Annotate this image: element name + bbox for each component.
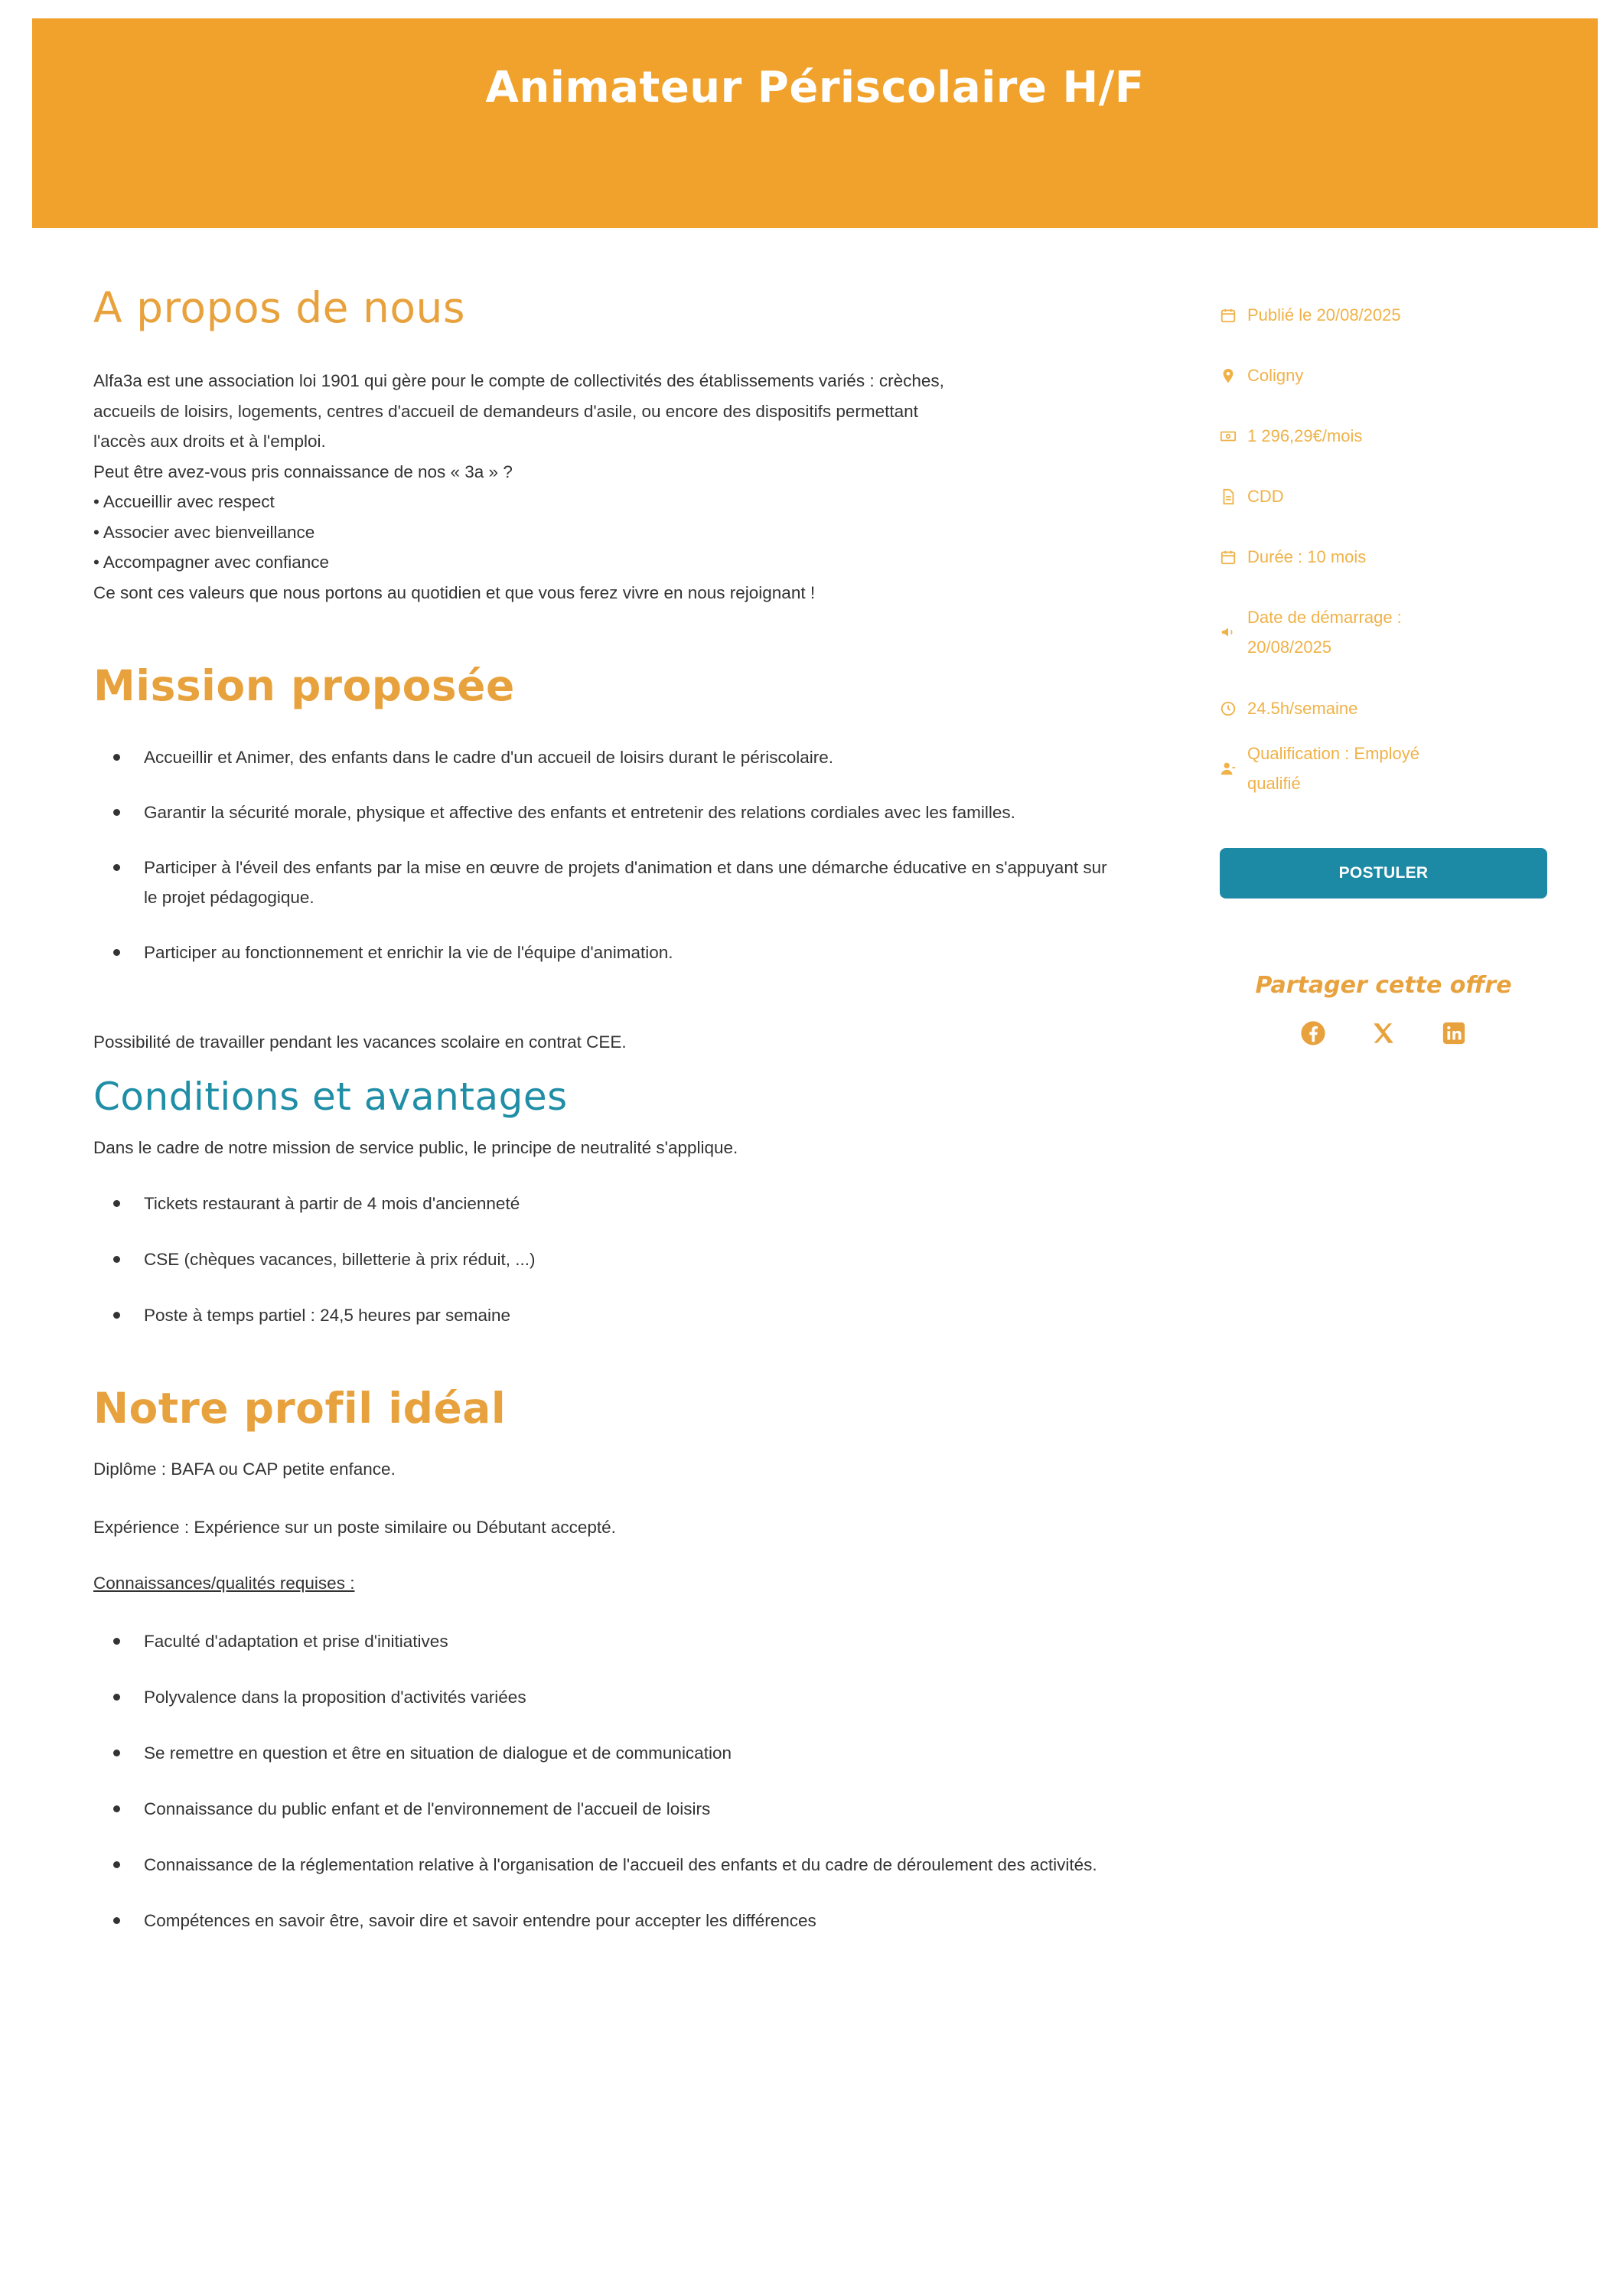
conditions-title: Conditions et avantages — [93, 1074, 568, 1119]
profile-experience: Expérience : Expérience sur un poste similaire ou Débutant accepté. — [93, 1517, 616, 1537]
list-item: Polyvalence dans la proposition d'activités variées — [93, 1682, 1119, 1712]
about-line: l'accès aux droits et à l'emploi. — [93, 432, 326, 451]
about-line: • Accompagner avec confiance — [93, 553, 330, 572]
meta-location — [1220, 360, 1549, 390]
duration-text: Durée : 10 mois — [1247, 547, 1367, 566]
main-content — [93, 283, 1119, 1936]
user-icon — [1220, 760, 1247, 777]
banknote-icon — [1220, 428, 1247, 445]
list-item: Connaissance du public enfant et de l'environnement de l'accueil de loisirs — [93, 1794, 1119, 1824]
job-title: Animateur Périscolaire H/F — [485, 63, 1145, 113]
clock-icon — [1220, 700, 1247, 717]
start-date-label: Date de démarrage : — [1247, 608, 1402, 627]
list-item: Connaissance de la réglementation relative à l'organisation de l'accueil des enfants et du cadre de déroulement des activités. — [93, 1850, 1119, 1880]
list-item: Participer à l'éveil des enfants par la mise en œuvre de projets d'animation et dans une démarche éducative en s'appuyant sur le projet pédagogique. — [93, 853, 1119, 912]
qualification-text — [1247, 739, 1549, 798]
about-line: Ce sont ces valeurs que nous portons au quotidien et que vous ferez vivre en nous rejoignant ! — [93, 582, 816, 602]
about-line: Peut être avez-vous pris connaissance de nos « 3a » ? — [93, 461, 513, 481]
mission-note: Possibilité de travailler pendant les vacances scolaire en contrat CEE. — [93, 1032, 627, 1052]
contract-type: CDD — [1247, 487, 1284, 506]
profile-title: Notre profil idéal — [93, 1384, 507, 1433]
share-title: Partager cette offre — [1255, 972, 1512, 999]
salary-text: 1 296,29€/mois — [1247, 426, 1363, 445]
linkedin-icon[interactable] — [1440, 1019, 1468, 1047]
calendar-icon — [1220, 307, 1247, 324]
location-pin-icon — [1220, 367, 1247, 384]
calendar-icon — [1220, 549, 1247, 566]
apply-button[interactable]: POSTULER — [1220, 848, 1547, 899]
skills-list — [93, 1626, 1119, 1936]
mission-title: Mission proposée — [93, 661, 515, 710]
published-date: Publié le 20/08/2025 — [1247, 305, 1401, 325]
about-line: accueils de loisirs, logements, centres d'accueil de demandeurs d'asile, ou encore des dispositifs permettant — [93, 401, 918, 421]
conditions-list — [93, 1189, 1119, 1330]
list-item: Compétences en savoir être, savoir dire et savoir entendre pour accepter les différences — [93, 1906, 1119, 1936]
list-item: Faculté d'adaptation et prise d'initiatives — [93, 1626, 1119, 1656]
document-icon — [1220, 488, 1247, 505]
about-line: • Accueillir avec respect — [93, 492, 275, 511]
list-item: CSE (chèques vacances, billetterie à prix réduit, ...) — [93, 1244, 1119, 1274]
qualification-label: Qualification : Employé — [1247, 744, 1419, 763]
list-item: Accueillir et Animer, des enfants dans le cadre d'un accueil de loisirs durant le périscolaire. — [93, 742, 1119, 772]
hours-text: 24.5h/semaine — [1247, 699, 1358, 718]
about-title: A propos de nous — [93, 283, 466, 332]
about-line: • Associer avec bienveillance — [93, 522, 315, 542]
list-item: Poste à temps partiel : 24,5 heures par semaine — [93, 1300, 1119, 1330]
qualification-value: qualifié — [1247, 774, 1301, 793]
start-date-value: 20/08/2025 — [1247, 638, 1332, 657]
start-date-text — [1247, 602, 1549, 662]
list-item: Garantir la sécurité morale, physique et affective des enfants et entretenir des relations cordiales avec les familles. — [93, 797, 1119, 827]
meta-qualification — [1220, 739, 1549, 798]
meta-hours — [1220, 693, 1549, 723]
mission-list — [93, 742, 1119, 967]
meta-start-date — [1220, 602, 1549, 662]
list-item: Se remettre en question et être en situation de dialogue et de communication — [93, 1738, 1119, 1768]
x-twitter-icon[interactable] — [1370, 1019, 1397, 1047]
profile-diploma: Diplôme : BAFA ou CAP petite enfance. — [93, 1459, 396, 1479]
skills-heading: Connaissances/qualités requises : — [93, 1574, 355, 1593]
about-text — [93, 366, 1119, 608]
facebook-icon[interactable] — [1299, 1019, 1327, 1047]
megaphone-icon — [1220, 624, 1247, 641]
share-icons — [1220, 1019, 1547, 1047]
list-item: Participer au fonctionnement et enrichir la vie de l'équipe d'animation. — [93, 938, 1119, 967]
about-line: Alfa3a est une association loi 1901 qui gère pour le compte de collectivités des établissements variés : crèches, — [93, 371, 944, 390]
location-text: Coligny — [1247, 366, 1304, 385]
meta-published — [1220, 300, 1549, 330]
meta-salary — [1220, 421, 1549, 451]
meta-duration — [1220, 542, 1549, 572]
list-item: Tickets restaurant à partir de 4 mois d'ancienneté — [93, 1189, 1119, 1218]
meta-contract — [1220, 481, 1549, 511]
conditions-intro: Dans le cadre de notre mission de service public, le principe de neutralité s'applique. — [93, 1137, 738, 1157]
header-banner — [32, 18, 1598, 228]
